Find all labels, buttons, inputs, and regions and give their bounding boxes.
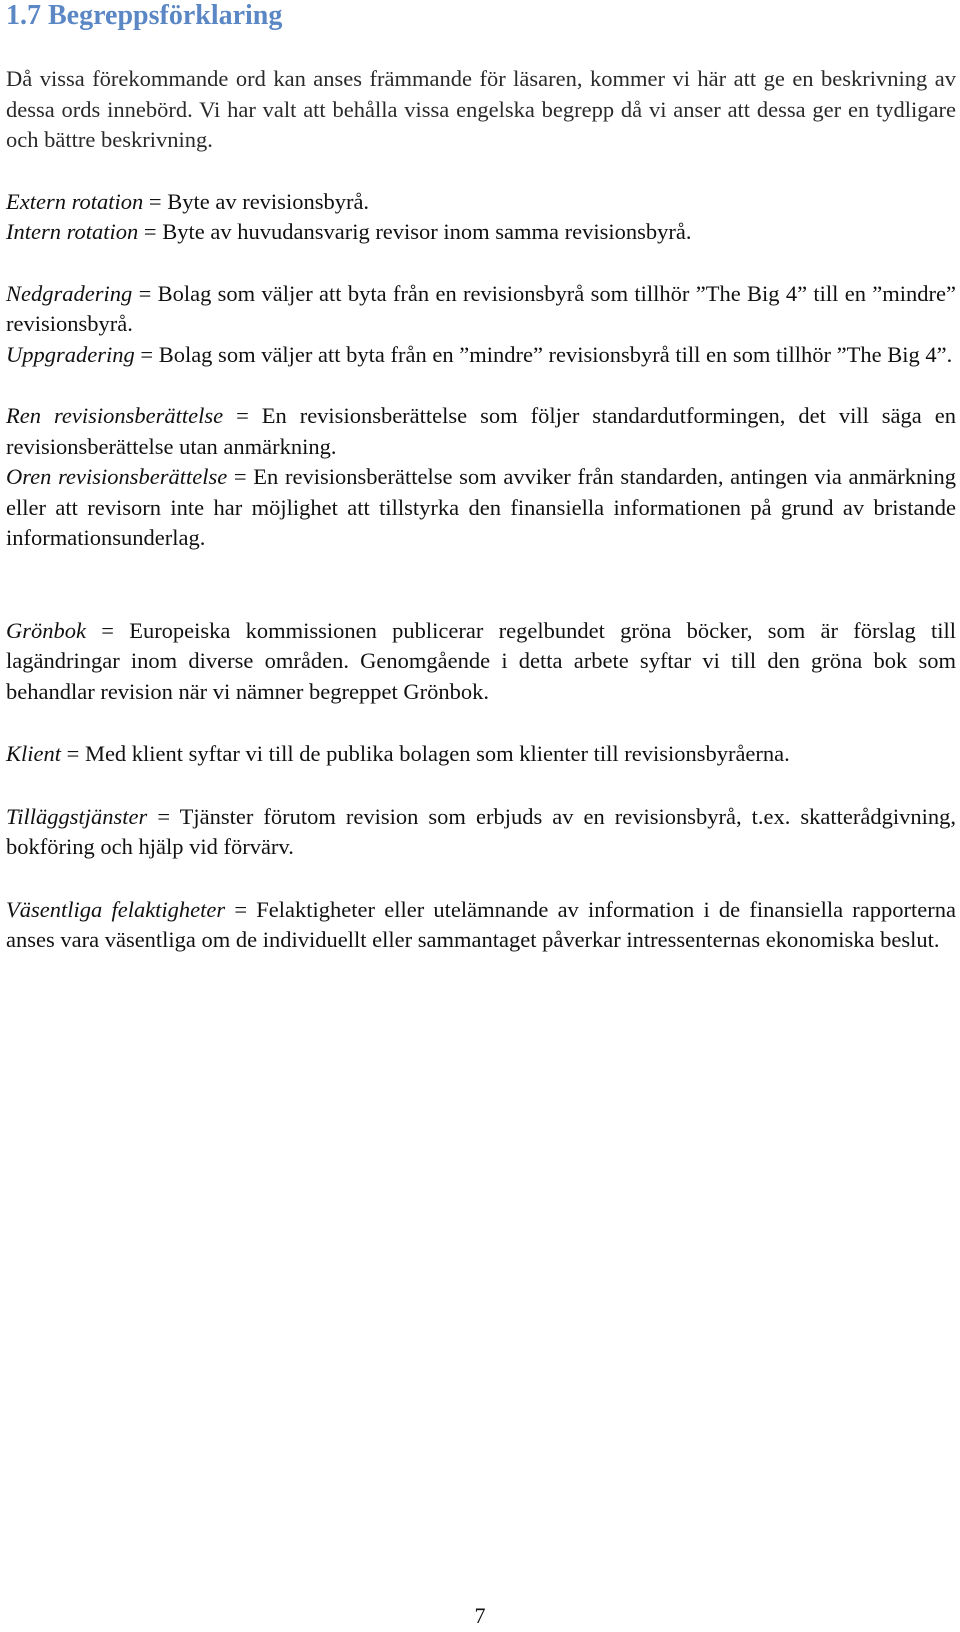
definition-text: = En revisionsberättelse som följer standardutformingen, det vill säga en revisionsberättelse utan anmärkning. <box>6 403 956 459</box>
page-number: 7 <box>474 1603 486 1628</box>
definition-text: = Byte av huvudansvarig revisor inom samma revisionsbyrå. <box>138 219 692 244</box>
definition-text: = Felaktigheter eller utelämnande av information i de finansiella rapporterna anses vara väsentliga om de individuellt eller sammantaget påverkar intressenternas ekonomiska beslut. <box>6 896 956 952</box>
definition-term: Klient <box>6 741 61 766</box>
definition-nedgradering <box>6 279 956 340</box>
definition-gronbok <box>6 616 956 708</box>
definition-text: = Europeiska kommissionen publicerar regelbundet gröna böcker, som är förslag till lagändringar inom diverse områden. Genomgående i detta arbete syftar vi till den gröna bok som behandlar revision när vi nämner begreppet Grönbok. <box>6 617 956 704</box>
definition-term: Intern rotation <box>6 219 139 244</box>
definition-term: Uppgradering <box>6 341 135 367</box>
definition-term: Oren revisionsberättelse <box>6 464 228 489</box>
definition-text: = Tjänster förutom revision som erbjuds av en revisionsbyrå, t.ex. skatterådgivning, bokföring och hjälp vid förvärv. <box>6 803 956 859</box>
definition-text: = Med klient syftar vi till de publika bolagen som klienter till revisionsbyråerna. <box>61 741 790 766</box>
definition-term: Nedgradering <box>6 280 133 306</box>
section-heading: 1.7 Begreppsförklaring <box>6 0 283 31</box>
definition-term: Extern rotation <box>6 188 144 214</box>
definition-term: Ren revisionsberättelse <box>6 403 224 428</box>
definition-term: Grönbok <box>6 617 86 643</box>
definition-term: Väsentliga felaktigheter <box>6 896 226 922</box>
definition-text: = En revisionsberättelse som avviker från standarden, antingen via anmärkning eller att revisorn inte har möjlighet att tillstyrka den finansiella informationen på grund av bristande informationsunderlag. <box>6 464 956 550</box>
definition-text: = Bolag som väljer att byta från en ”mindre” revisionsbyrå till en som tillhör ”The Big 4”. <box>134 341 953 367</box>
definition-tillaggstjanster <box>6 802 956 863</box>
definition-ren-revisionsberattelse <box>6 401 956 462</box>
definition-extern-rotation <box>6 187 956 218</box>
definition-oren-revisionsberattelse <box>6 462 956 554</box>
definition-uppgradering <box>6 340 956 371</box>
definition-klient <box>6 739 956 770</box>
definition-text: = Byte av revisionsbyrå. <box>143 188 370 214</box>
document-page <box>6 0 956 956</box>
definition-text: = Bolag som väljer att byta från en revisionsbyrå som tillhör ”The Big 4” till en ”mindre” revisionsbyrå. <box>6 280 956 336</box>
intro-paragraph: Då vissa förekommande ord kan anses främmande för läsaren, kommer vi här att ge en beskrivning av dessa ords innebörd. Vi har valt att behålla vissa engelska begrepp då vi anser att dessa ger en tydligare och bättre beskrivning. <box>6 66 956 152</box>
definition-vasentliga-felaktigheter <box>6 895 956 956</box>
definition-term: Tilläggstjänster <box>6 803 148 829</box>
definition-intern-rotation <box>6 217 956 248</box>
